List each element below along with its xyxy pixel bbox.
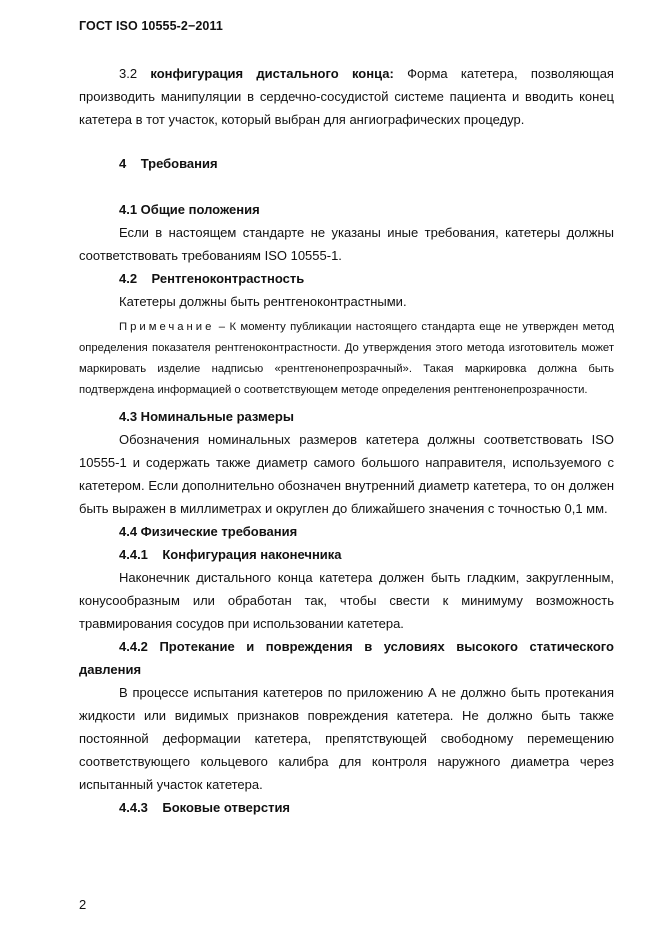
note-label: Примечание: [119, 321, 215, 333]
document-header: ГОСТ ISO 10555-2−2011: [79, 19, 223, 33]
section-4-title: Требования: [140, 156, 218, 171]
note-text: – К моменту публикации настоящего стандарта еще не утвержден метод определения показателя рентгеноконтрастности. До утверждения этого метода изготовитель может маркировать изделие надписью «рентгенонепрозрачный». Такая маркировка должна быть подтверждена информацией о соответствующем методе определения рентгенонепрозрачности.: [79, 321, 614, 396]
page-number: 2: [79, 897, 87, 912]
section-4-4-1-text: Наконечник дистального конца катетера должен быть гладким, закругленным, конусообразным или обработан так, чтобы свести к минимуму возможность травмирования сосудов при использовании катетера.: [79, 570, 614, 631]
section-4-4-3-title: Боковые отверстия: [162, 800, 291, 815]
note-paragraph: [79, 317, 614, 401]
section-4-2-title: Рентгеноконтрастность: [151, 271, 305, 286]
section-4-2-text: Катетеры должны быть рентгеноконтрастными.: [119, 294, 407, 309]
clause-3-2: [79, 62, 614, 131]
section-4-4-3-heading: [79, 796, 614, 819]
section-4-1-text: Если в настоящем стандарте не указаны иные требования, катетеры должны соответствовать требованиям ISO 10555-1.: [79, 225, 614, 263]
section-4-4-1-title: Конфигурация наконечника: [162, 547, 342, 562]
section-4-4-1-heading: [79, 543, 614, 566]
section-4-3-heading: 4.3 Номинальные размеры: [119, 409, 294, 424]
section-4-2-heading: [79, 267, 614, 290]
section-4-4-2-heading: 4.4.2 Протекание и повреждения в условиях высокого статического давления: [79, 639, 614, 677]
clause-3-2-term: конфигурация дистального конца:: [150, 66, 394, 81]
section-4-3-text: Обозначения номинальных размеров катетера должны соответствовать ISO 10555-1 и содержать также диаметр самого большого направителя, используемого с катетером. Если дополнительно обозначен внутренний диаметр катетера, то он должен быть выражен в миллиметрах и округлен до ближайшего значения с точностью 0,1 мм.: [79, 432, 614, 516]
section-4-number: 4: [119, 156, 127, 171]
clause-3-2-text: Форма катетера, позволяющая производить манипуляции в сердечно-сосудистой системе пациента и вводить конец катетера в тот участок, который выбран для ангиографических процедур.: [79, 66, 614, 127]
clause-3-2-number: 3.2: [119, 66, 138, 81]
section-4-4-1-number: 4.4.1: [119, 547, 148, 562]
section-4-1-heading: 4.1 Общие положения: [119, 202, 260, 217]
section-4-2-number: 4.2: [119, 271, 138, 286]
section-4-4-2-text: В процессе испытания катетеров по приложению А не должно быть протекания жидкости или видимых признаков повреждения катетера. Не должно быть также постоянной деформации катетера, препятствующей свободному перемещению соответствующего кольцевого калибра для контроля наружного диаметра через испытанный участок катетера.: [79, 685, 614, 792]
document-body: [79, 62, 614, 819]
section-4-4-heading: 4.4 Физические требования: [119, 524, 298, 539]
section-4-4-3-number: 4.4.3: [119, 800, 148, 815]
section-4-heading: [79, 152, 614, 175]
